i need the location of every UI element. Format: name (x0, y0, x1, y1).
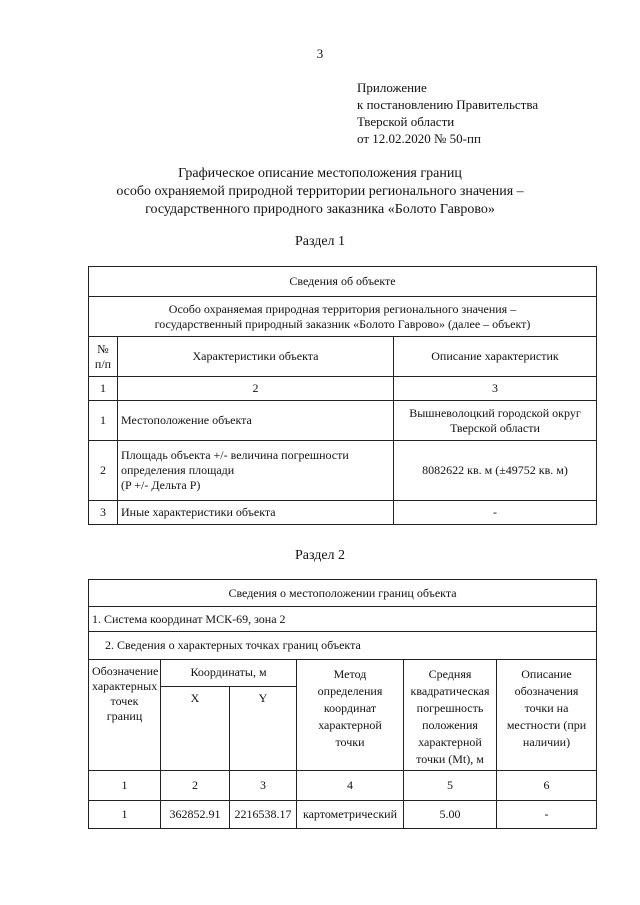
title-line: государственного природного заказника «Болото Гаврово» (145, 202, 495, 217)
error-cell: 5.00 (404, 801, 497, 829)
points-header: 2. Сведения о характерных точках границ объекта (89, 632, 597, 660)
description-cell (394, 401, 597, 441)
index-cell: 2 (118, 377, 394, 401)
table-row (89, 501, 597, 525)
column-header-line: точек (110, 694, 139, 708)
appendix-line: Приложение (357, 80, 427, 95)
description-cell: - (394, 501, 597, 525)
column-header-line: точки на (524, 701, 569, 715)
object-info-table (88, 266, 597, 525)
column-header-line: погрешность (416, 701, 484, 715)
column-header-line: характерной (318, 718, 382, 732)
row-number: 2 (89, 441, 118, 501)
description-cell: 8082622 кв. м (±49752 кв. м) (394, 441, 597, 501)
point-cell: 1 (89, 801, 161, 829)
index-cell: 1 (89, 377, 118, 401)
column-header-method (297, 660, 404, 771)
column-header-line: границ (106, 709, 143, 723)
table-header: Сведения о местоположении границ объекта (89, 580, 597, 607)
characteristic-line: определения площади (121, 463, 235, 477)
document-title (60, 165, 580, 219)
column-header-number (89, 337, 118, 377)
column-header-line: № (97, 341, 109, 356)
column-header-line: точки (Mt), м (416, 752, 484, 766)
index-cell: 5 (404, 771, 497, 801)
column-header-line: Описание (521, 667, 572, 681)
column-header-description (497, 660, 597, 771)
column-header-line: характерной (418, 735, 482, 749)
descr-cell: - (497, 801, 597, 829)
column-header-line: точки (335, 735, 365, 749)
object-line: Особо охраняемая природная территория регионального значения – (168, 301, 517, 316)
title-line: особо охраняемой природной территории регионального значения – (116, 184, 524, 199)
column-header-line: координат (323, 701, 377, 715)
description-line: Вышневолоцкий городской округ (409, 405, 581, 420)
characteristic-cell (118, 441, 394, 501)
boundary-points-table (88, 579, 597, 829)
column-header-line: определения (317, 684, 383, 698)
table-row (89, 401, 597, 441)
y-cell: 2216538.17 (230, 801, 297, 829)
coordinate-system: 1. Система координат МСК-69, зона 2 (89, 607, 597, 632)
characteristic-line: Площадь объекта +/- величина погрешности (121, 448, 349, 462)
title-line: Графическое описание местоположения границ (178, 166, 462, 181)
object-name (89, 297, 597, 337)
object-line: государственный природный заказник «Болото Гаврово» (далее – объект) (154, 316, 531, 331)
index-cell: 1 (89, 771, 161, 801)
column-header-line: Обозначение (92, 664, 159, 678)
appendix-block (357, 79, 538, 147)
table-header: Сведения об объекте (89, 267, 597, 297)
x-cell: 362852.91 (161, 801, 230, 829)
appendix-line: Тверской области (357, 114, 455, 129)
column-header-x: X (161, 686, 230, 770)
column-header-characteristic: Характеристики объекта (118, 337, 394, 377)
description-line: Тверской области (450, 420, 540, 435)
column-header-line: квадратическая (410, 684, 490, 698)
column-header-line: наличии) (522, 735, 571, 749)
column-header-line: обозначения (514, 684, 579, 698)
row-number: 1 (89, 401, 118, 441)
column-header-line: местности (при (506, 718, 587, 732)
page-number: 3 (316, 46, 324, 61)
appendix-line: к постановлению Правительства (357, 97, 539, 112)
column-header-line: характерных (92, 679, 158, 693)
column-header-line: п/п (94, 356, 112, 371)
table-row (89, 801, 597, 829)
column-header-line: Метод (333, 667, 367, 681)
table-row (89, 441, 597, 501)
column-header-line: положения (422, 718, 478, 732)
column-header-y: Y (230, 686, 297, 770)
characteristic-line: (P +/- Дельта P) (121, 478, 201, 492)
index-cell: 6 (497, 771, 597, 801)
column-header-point (89, 660, 161, 771)
characteristic-cell: Иные характеристики объекта (118, 501, 394, 525)
method-cell: картометрический (297, 801, 404, 829)
column-header-line: Средняя (428, 667, 472, 681)
column-header-error (404, 660, 497, 771)
column-header-description: Описание характеристик (394, 337, 597, 377)
characteristic-cell: Местоположение объекта (118, 401, 394, 441)
index-cell: 4 (297, 771, 404, 801)
index-cell: 3 (230, 771, 297, 801)
row-number: 3 (89, 501, 118, 525)
index-cell: 3 (394, 377, 597, 401)
section-2-title: Раздел 2 (294, 548, 346, 563)
appendix-line: от 12.02.2020 № 50-пп (357, 131, 481, 146)
column-header-coordinates: Координаты, м (161, 660, 297, 687)
section-1-title: Раздел 1 (294, 234, 346, 249)
index-cell: 2 (161, 771, 230, 801)
